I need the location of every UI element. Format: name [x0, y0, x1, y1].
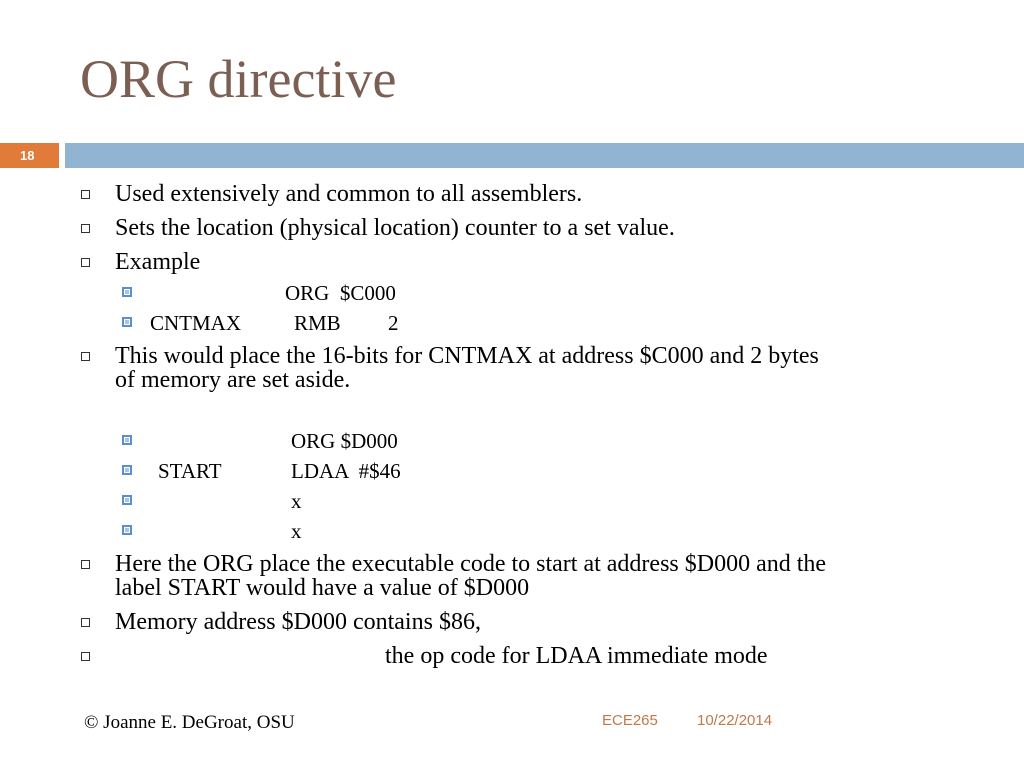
code-line: x: [291, 519, 302, 543]
title-rule-bar: [65, 143, 1024, 168]
bullet-text: Example: [115, 249, 201, 275]
code-arg: 2: [388, 311, 399, 335]
bullet-text: Used extensively and common to all assemblers.: [115, 181, 583, 207]
bullet-marker-icon: [81, 352, 90, 361]
bullet-text: the op code for LDAA immediate mode: [385, 643, 768, 669]
code-line: x: [291, 489, 302, 513]
bullet-text: Here the ORG place the executable code to start at address $D000 and the: [115, 551, 827, 577]
bullet-marker-icon: [81, 258, 90, 267]
sub-bullet-marker-icon: [122, 525, 132, 535]
bullet-marker-icon: [81, 618, 90, 627]
sub-bullet-marker-icon: [122, 287, 132, 297]
footer-date: 10/22/2014: [697, 712, 773, 729]
bullet-marker-icon: [81, 224, 90, 233]
bullet-text-continued: of memory are set aside.: [115, 367, 351, 393]
footer-author: © Joanne E. DeGroat, OSU: [84, 712, 295, 733]
code-op: LDAA #$46: [291, 459, 401, 483]
sub-bullet-marker-icon: [122, 495, 132, 505]
sub-bullet-marker-icon: [122, 435, 132, 445]
slide-number-badge: 18: [0, 143, 59, 168]
bullet-marker-icon: [81, 190, 90, 199]
sub-bullet-marker-icon: [122, 465, 132, 475]
code-label: START: [158, 459, 222, 483]
bullet-marker-icon: [81, 652, 90, 661]
code-line: ORG $C000: [285, 281, 396, 305]
code-label: CNTMAX: [150, 311, 242, 335]
code-op: RMB: [294, 311, 341, 335]
bullet-text-continued: label START would have a value of $D000: [115, 575, 530, 601]
code-line: ORG $D000: [291, 429, 398, 453]
bullet-text: This would place the 16-bits for CNTMAX at address $C000 and 2 bytes: [115, 343, 819, 369]
slide-title: ORG directive: [80, 49, 397, 109]
bullet-marker-icon: [81, 560, 90, 569]
sub-bullet-marker-icon: [122, 317, 132, 327]
bullet-text: Memory address $D000 contains $86,: [115, 609, 481, 635]
bullet-text: Sets the location (physical location) counter to a set value.: [115, 215, 675, 241]
footer-course: ECE265: [602, 712, 658, 729]
